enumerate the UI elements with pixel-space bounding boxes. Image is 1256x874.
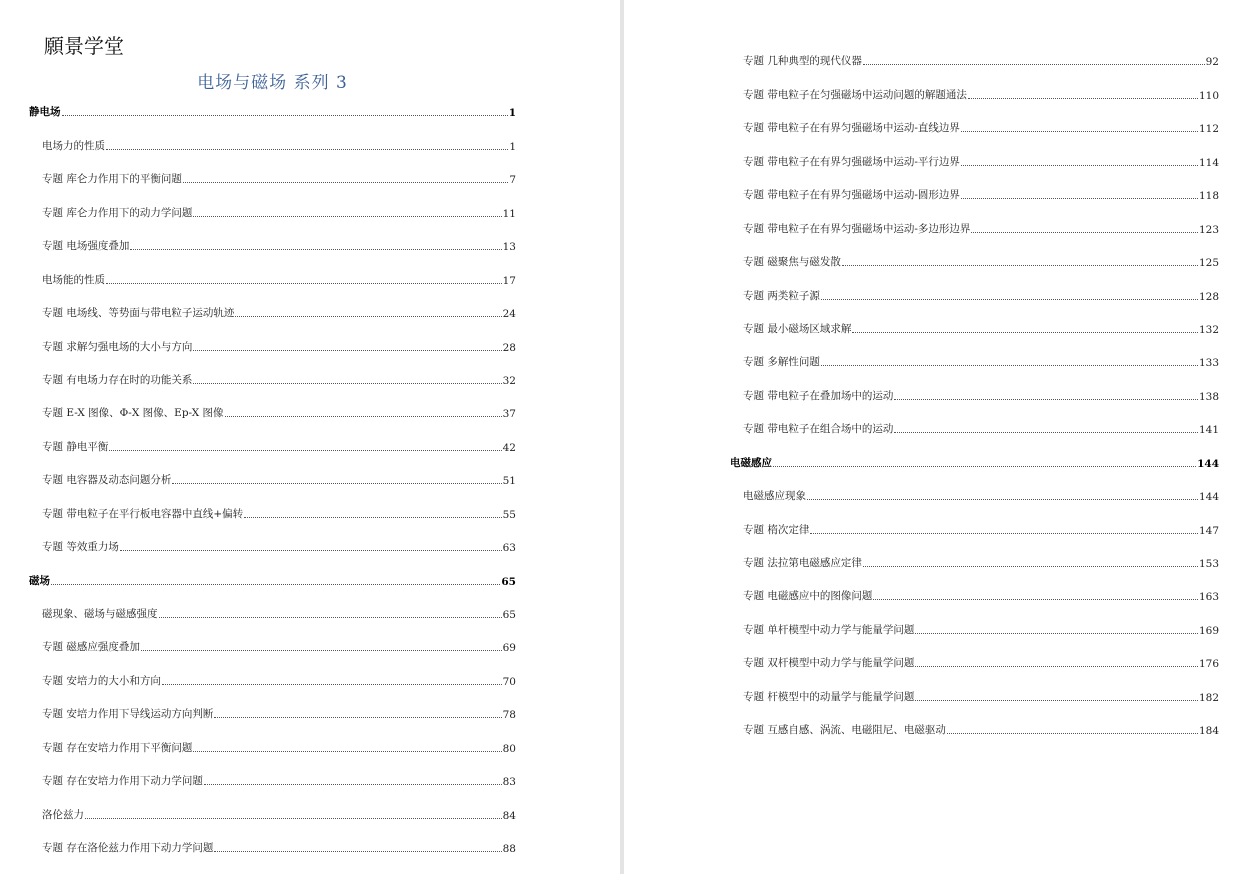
toc-entry-label: 专题 几种典型的现代仪器	[743, 55, 862, 68]
toc-entry-label: 专题 法拉第电磁感应定律	[743, 557, 862, 569]
toc-page-number: 7	[509, 174, 516, 187]
dot-leader	[961, 198, 1198, 199]
toc-entry[interactable]	[29, 797, 516, 830]
toc-entry[interactable]	[29, 831, 516, 864]
dot-leader	[807, 499, 1198, 500]
dot-leader	[894, 399, 1198, 400]
toc-page-number: 110	[1198, 89, 1219, 102]
toc-entry-label: 磁现象、磁场与磁感强度	[42, 608, 158, 620]
toc-entry[interactable]	[29, 429, 516, 462]
dot-leader	[915, 666, 1198, 667]
toc-entry[interactable]	[29, 496, 516, 529]
toc-entry[interactable]	[730, 378, 1219, 411]
dot-leader	[214, 717, 501, 718]
dot-leader	[106, 149, 508, 150]
toc-entry[interactable]	[29, 195, 516, 228]
toc-page-number: 37	[502, 408, 516, 421]
toc-entry-label: 专题 存在安培力作用下动力学问题	[42, 775, 203, 788]
toc-page-number: 144	[1197, 457, 1219, 470]
toc-page-number: 114	[1198, 156, 1219, 169]
dot-leader	[244, 517, 501, 518]
toc-page-number: 123	[1198, 223, 1219, 236]
toc-entry[interactable]	[29, 530, 516, 563]
dot-leader	[162, 684, 502, 685]
dot-leader	[863, 566, 1198, 567]
dot-leader	[183, 182, 508, 183]
toc-entry[interactable]	[29, 296, 516, 329]
toc-page-number: 63	[502, 542, 516, 555]
dot-leader	[193, 383, 501, 384]
dot-leader	[821, 365, 1198, 366]
toc-entry-label: 专题 库仑力作用下的动力学问题	[42, 206, 193, 219]
toc-entry-label: 专题 多解性问题	[743, 356, 820, 369]
left-page	[0, 0, 620, 874]
toc-entry[interactable]	[29, 597, 516, 630]
toc-entry-label: 专题 安培力作用下导线运动方向判断	[42, 708, 214, 721]
dot-leader	[961, 165, 1198, 166]
toc-entry-label: 专题 单杆模型中动力学与能量学问题	[743, 623, 915, 636]
toc-page-number: 169	[1198, 624, 1219, 637]
toc-page-number: 55	[502, 508, 516, 521]
toc-entry-label: 专题 电场强度叠加	[42, 240, 130, 253]
toc-page-number: 88	[502, 843, 516, 856]
dot-leader	[852, 332, 1198, 333]
toc-page-number: 125	[1198, 257, 1219, 270]
toc-page-number: 147	[1198, 524, 1219, 537]
dot-leader	[130, 249, 501, 250]
dot-leader	[141, 650, 502, 651]
toc-left-column	[29, 95, 516, 864]
dot-leader	[968, 98, 1198, 99]
toc-entry-label: 专题 带电粒子在匀强磁场中运动问题的解题通法	[743, 88, 967, 101]
toc-entry-label: 专题 等效重力场	[42, 541, 119, 554]
toc-page-number: 128	[1198, 290, 1219, 303]
toc-entry-label: 专题 楕次定律	[743, 523, 810, 536]
toc-entry[interactable]	[730, 512, 1219, 545]
toc-page-number: 133	[1198, 357, 1219, 370]
dot-leader	[193, 751, 501, 752]
toc-entry[interactable]	[29, 162, 516, 195]
toc-entry-label: 专题 E-X 图像、Φ-X 图像、Ep-X 图像	[42, 407, 224, 420]
toc-page-number: 42	[502, 441, 516, 454]
toc-entry[interactable]	[29, 229, 516, 262]
toc-entry[interactable]	[29, 663, 516, 696]
dot-leader	[915, 633, 1198, 634]
toc-entry-label: 电场力的性质	[42, 139, 105, 152]
document-title: 电场与磁场 系列 3	[197, 73, 348, 93]
toc-entry-label: 专题 电场线、等势面与带电粒子运动轨迹	[42, 307, 235, 320]
dot-leader	[106, 283, 502, 284]
toc-entry[interactable]	[730, 579, 1219, 612]
toc-entry-label: 专题 带电粒子在叠加场中的运动	[743, 389, 894, 402]
toc-entry-label: 专题 杆模型中的动量学与能量学问题	[743, 690, 915, 703]
toc-entry[interactable]	[29, 128, 516, 161]
toc-entry[interactable]	[29, 363, 516, 396]
toc-entry-label: 专题 有电场力存在时的功能关系	[42, 373, 193, 386]
toc-entry[interactable]	[730, 312, 1219, 345]
toc-entry-label: 专题 带电粒子在有界匀强磁场中运动-多边形边界	[743, 222, 971, 235]
dot-leader	[773, 466, 1196, 467]
toc-page-number: 17	[502, 274, 516, 287]
toc-page-number: 1	[509, 140, 516, 153]
dot-leader	[51, 584, 500, 585]
toc-right-column	[730, 44, 1219, 746]
toc-page-number: 24	[502, 308, 516, 321]
toc-entry-label: 电场能的性质	[42, 273, 105, 286]
toc-entry[interactable]	[29, 630, 516, 663]
toc-page-number: 182	[1198, 691, 1219, 704]
toc-entry[interactable]	[730, 44, 1219, 77]
toc-page-number: 70	[502, 675, 516, 688]
dot-leader	[971, 232, 1198, 233]
dot-leader	[225, 416, 502, 417]
toc-page-number: 138	[1198, 390, 1219, 403]
toc-entry[interactable]	[730, 412, 1219, 445]
toc-entry-label: 专题 互感自感、涡流、电磁阻尼、电磁驱动	[743, 724, 946, 737]
toc-page-number: 13	[502, 241, 516, 254]
toc-entry[interactable]	[730, 713, 1219, 746]
toc-entry[interactable]	[29, 697, 516, 730]
toc-entry-label: 专题 带电粒子在组合场中的运动	[743, 423, 894, 436]
toc-entry-label: 专题 带电粒子在有界匀强磁场中运动-平行边界	[743, 155, 960, 168]
toc-entry[interactable]	[730, 144, 1219, 177]
toc-page-number: 65	[501, 575, 516, 588]
toc-page-number: 184	[1198, 725, 1219, 738]
toc-page-number: 153	[1198, 558, 1219, 570]
toc-page-number: 69	[502, 642, 516, 655]
toc-section-heading[interactable]	[29, 95, 516, 128]
dot-leader	[842, 265, 1198, 266]
toc-entry[interactable]	[730, 211, 1219, 244]
toc-entry[interactable]	[730, 245, 1219, 278]
toc-entry[interactable]	[730, 178, 1219, 211]
dot-leader	[894, 432, 1198, 433]
toc-entry-label: 专题 双杆模型中动力学与能量学问题	[743, 657, 915, 670]
toc-entry-label: 专题 存在洛伦兹力作用下动力学问题	[42, 842, 214, 855]
dot-leader	[863, 64, 1205, 65]
toc-entry-label: 专题 电磁感应中的图像问题	[743, 590, 873, 603]
toc-entry-label: 专题 磁聚焦与磁发散	[743, 256, 841, 269]
toc-page-number: 163	[1198, 591, 1219, 604]
toc-entry[interactable]	[730, 646, 1219, 679]
toc-section-heading[interactable]	[29, 563, 516, 596]
toc-page-number: 80	[502, 742, 516, 755]
toc-entry-label: 专题 带电粒子在有界匀强磁场中运动-直线边界	[743, 122, 960, 135]
dot-leader	[109, 450, 501, 451]
dot-leader	[235, 316, 501, 317]
dot-leader	[214, 851, 501, 852]
right-page	[624, 0, 1256, 874]
dot-leader	[873, 599, 1198, 600]
toc-entry[interactable]	[730, 111, 1219, 144]
toc-entry[interactable]	[29, 463, 516, 496]
toc-entry-label: 电磁感应	[730, 456, 772, 469]
dot-leader	[193, 350, 501, 351]
toc-page-number: 65	[502, 609, 516, 621]
dot-leader	[193, 216, 501, 217]
toc-page-number: 83	[502, 776, 516, 789]
toc-page-number: 132	[1198, 323, 1219, 336]
toc-entry-label: 专题 安培力的大小和方向	[42, 674, 161, 687]
dot-leader	[947, 733, 1198, 734]
toc-entry-label: 专题 磁感应强度叠加	[42, 641, 140, 654]
dot-leader	[62, 115, 508, 116]
toc-entry[interactable]	[730, 612, 1219, 645]
toc-entry-label: 磁场	[29, 574, 50, 587]
toc-page-number: 32	[502, 374, 516, 387]
dot-leader	[810, 533, 1198, 534]
dot-leader	[85, 818, 502, 819]
toc-page-number: 118	[1198, 190, 1219, 203]
toc-section-heading[interactable]	[730, 445, 1219, 478]
toc-page-number: 176	[1198, 658, 1219, 671]
toc-page-number: 28	[502, 341, 516, 354]
toc-entry-label: 专题 库仑力作用下的平衡问题	[42, 173, 182, 186]
toc-entry[interactable]	[29, 764, 516, 797]
toc-entry-label: 专题 带电粒子在有界匀强磁场中运动-圆形边界	[743, 189, 960, 202]
dot-leader	[915, 700, 1198, 701]
dot-leader	[120, 550, 502, 551]
toc-entry[interactable]	[730, 546, 1219, 579]
toc-entry-label: 专题 电容器及动态问题分析	[42, 474, 172, 487]
dot-leader	[821, 299, 1198, 300]
brand-name: 願景学堂	[44, 34, 124, 58]
toc-page-number: 11	[502, 207, 516, 220]
toc-entry[interactable]	[730, 479, 1219, 512]
toc-entry-label: 专题 求解匀强电场的大小与方向	[42, 340, 193, 353]
dot-leader	[204, 784, 502, 785]
toc-entry-label: 专题 最小磁场区域求解	[743, 322, 852, 335]
toc-page-number: 144	[1198, 491, 1219, 504]
toc-entry-label: 电磁感应现象	[743, 490, 806, 503]
toc-page-number: 141	[1198, 424, 1219, 437]
dot-leader	[172, 483, 501, 484]
toc-entry-label: 静电场	[29, 106, 61, 119]
toc-entry[interactable]	[730, 345, 1219, 378]
toc-entry[interactable]	[730, 278, 1219, 311]
toc-entry-label: 洛伦兹力	[42, 808, 84, 821]
toc-page-number: 51	[502, 475, 516, 488]
toc-entry-label: 专题 静电平衡	[42, 440, 109, 453]
toc-entry[interactable]	[29, 262, 516, 295]
toc-entry-label: 专题 带电粒子在平行板电容器中直线+偏转	[42, 507, 244, 520]
toc-entry[interactable]	[730, 77, 1219, 110]
toc-page-number: 84	[502, 809, 516, 822]
toc-page-number: 1	[508, 107, 516, 120]
toc-entry[interactable]	[730, 679, 1219, 712]
toc-page-number: 78	[502, 709, 516, 722]
dot-leader	[961, 131, 1198, 132]
toc-page-number: 92	[1205, 56, 1219, 69]
dot-leader	[159, 617, 502, 618]
toc-entry[interactable]	[29, 396, 516, 429]
toc-page-number: 112	[1198, 123, 1219, 136]
toc-entry[interactable]	[29, 730, 516, 763]
toc-entry[interactable]	[29, 329, 516, 362]
toc-entry-label: 专题 两类粒子源	[743, 289, 820, 302]
toc-entry-label: 专题 存在安培力作用下平衡问题	[42, 741, 193, 754]
